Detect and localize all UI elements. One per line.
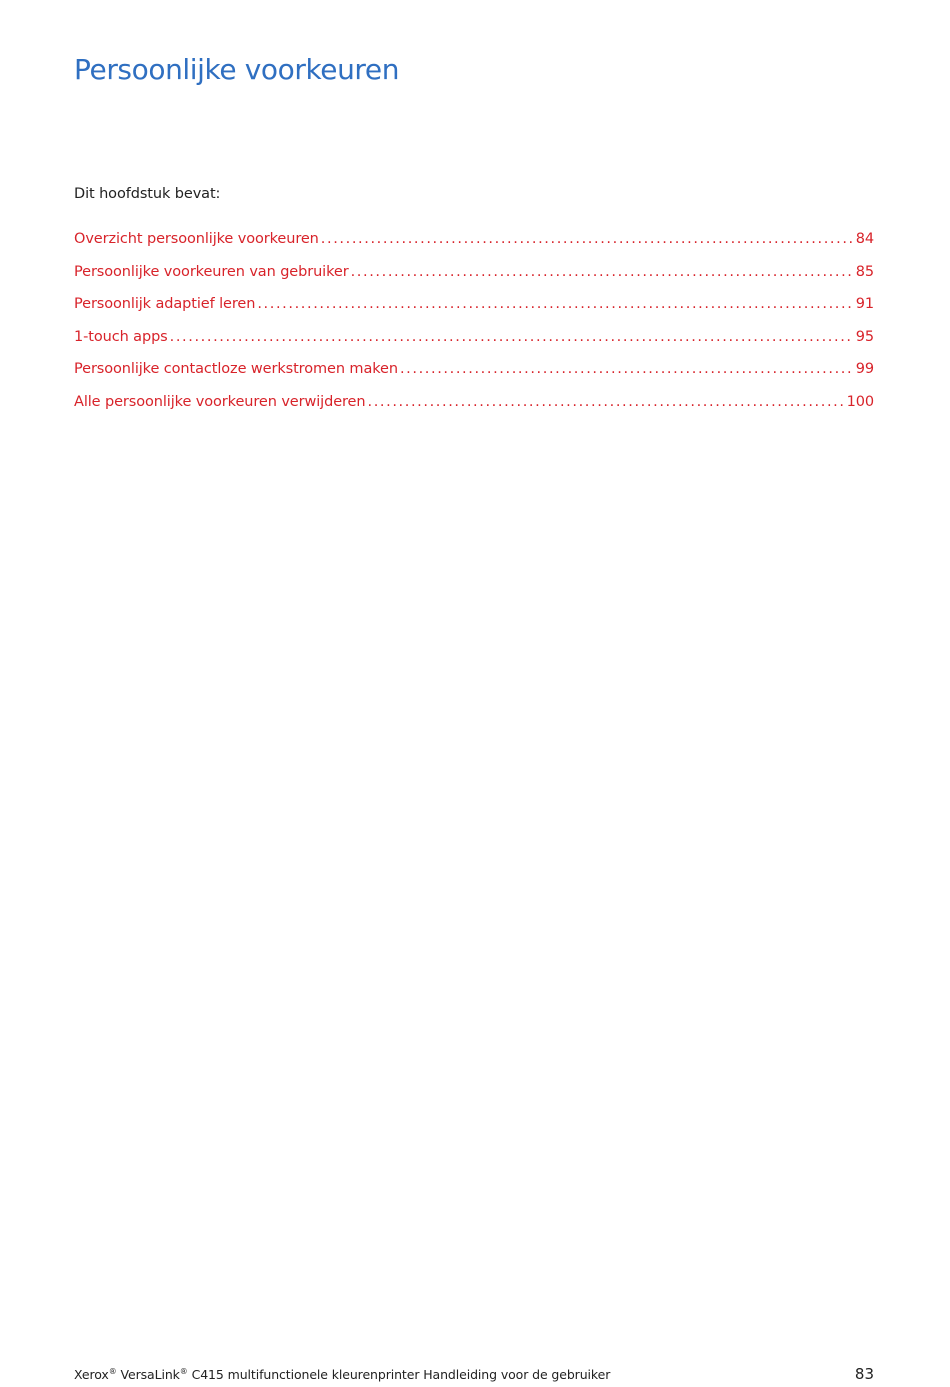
toc-link-1-touch-apps[interactable] xyxy=(74,327,874,360)
toc-dot-leader xyxy=(321,229,854,249)
toc-item xyxy=(74,392,874,425)
toc-label: Alle persoonlijke voorkeuren verwijderen xyxy=(74,393,366,410)
toc-page-number: 85 xyxy=(855,263,874,280)
toc-link-alle-persoonlijke-voorkeuren-verwijderen[interactable] xyxy=(74,392,874,425)
toc-page-number: 100 xyxy=(846,393,874,410)
toc-item xyxy=(74,262,874,295)
registered-mark: ® xyxy=(108,1367,117,1376)
chapter-intro: Dit hoofdstuk bevat: xyxy=(74,186,221,202)
toc-link-persoonlijk-adaptief-leren[interactable] xyxy=(74,294,874,327)
toc-dot-leader xyxy=(170,327,854,347)
toc-item xyxy=(74,327,874,360)
page-footer xyxy=(74,1365,874,1383)
toc-label: Persoonlijke contactloze werkstromen maken xyxy=(74,361,398,378)
toc-label: Persoonlijk adaptief leren xyxy=(74,296,256,313)
footer-product: VersaLink xyxy=(120,1367,180,1382)
toc-label: Overzicht persoonlijke voorkeuren xyxy=(74,231,319,247)
toc-link-persoonlijke-voorkeuren-van-gebruiker[interactable] xyxy=(74,262,874,295)
toc-item xyxy=(74,229,874,262)
toc-item xyxy=(74,294,874,327)
toc-page-number: 95 xyxy=(855,328,874,345)
toc-dot-leader xyxy=(400,359,854,379)
table-of-contents xyxy=(74,229,874,425)
footer-page-number: 83 xyxy=(854,1365,874,1383)
toc-link-persoonlijke-contactloze-werkstromen-maken[interactable] xyxy=(74,359,874,392)
toc-link-overzicht-persoonlijke-voorkeuren[interactable] xyxy=(74,229,874,262)
toc-dot-leader xyxy=(351,262,854,282)
registered-mark: ® xyxy=(179,1367,188,1376)
toc-dot-leader xyxy=(257,294,853,314)
toc-dot-leader xyxy=(367,392,844,412)
page-title: Persoonlijke voorkeuren xyxy=(74,53,400,86)
toc-page-number: 84 xyxy=(855,231,874,247)
toc-label: Persoonlijke voorkeuren van gebruiker xyxy=(74,263,349,280)
toc-page-number: 91 xyxy=(855,296,874,313)
footer-product-line xyxy=(74,1367,610,1382)
toc-label: 1-touch apps xyxy=(74,328,168,345)
toc-item xyxy=(74,359,874,392)
toc-page-number: 99 xyxy=(855,361,874,378)
footer-manual-title: C415 multifunctionele kleurenprinter Handleiding voor de gebruiker xyxy=(191,1367,611,1382)
footer-brand: Xerox xyxy=(74,1367,109,1382)
